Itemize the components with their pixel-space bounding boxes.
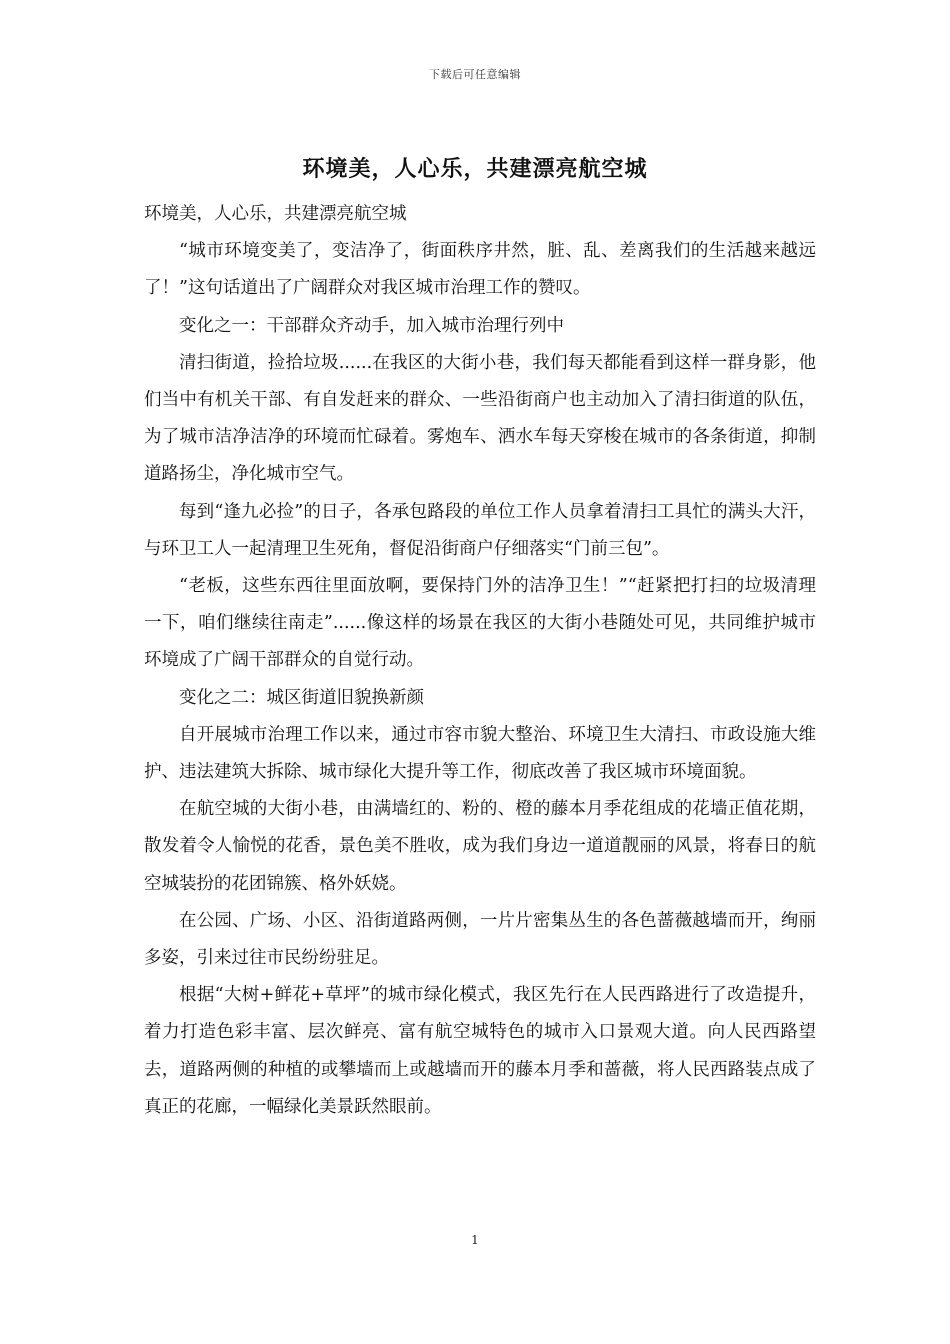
header-note: 下载后可任意编辑 [429, 68, 521, 81]
body-paragraph: 自开展城市治理工作以来，通过市容市貌大整治、环境卫生大清扫、市政设施大维护、违法建筑大拆除、城市绿化大提升等工作，彻底改善了我区城市环境面貌。 [144, 724, 816, 783]
body-paragraph: 每到“逢九必捡”的日子，各承包路段的单位工作人员拿着清扫工具忙的满头大汗，与环卫工人一起清理卫生死角，督促沿街商户仔细落实“门前三包”。 [144, 501, 816, 559]
body-paragraph: 在航空城的大街小巷，由满墙红的、粉的、橙的藤本月季花组成的花墙正值花期，散发着令人愉悦的花香，景色美不胜收，成为我们身边一道道靓丽的风景，将春日的航空城装扮的花团锦簇、格外妖娆。 [144, 799, 816, 894]
body-paragraph: 清扫街道，捡拾垃圾......在我区的大街小巷，我们每天都能看到这样一群身影，他们当中有机关干部、有自发赶来的群众、一些沿街商户也主动加入了清扫街道的队伍，为了城市洁净洁净的环境而忙碌着。雾炮车、洒水车每天穿梭在城市的各条街道，抑制道路扬尘，净化城市空气。 [144, 352, 816, 485]
body-paragraph: “老板，这些东西往里面放啊，要保持门外的洁净卫生！”“赶紧把打扫的垃圾清理一下，咱们继续往南走”......像这样的场景在我区的大街小巷随处可见，共同维护城市环境成了广阔干部群众的自觉行动。 [144, 576, 816, 671]
body-paragraph: “城市环境变美了，变洁净了，街面秩序井然，脏、乱、差离我们的生活越来越远了！”这句话道出了广阔群众对我区城市治理工作的赞叹。 [144, 241, 816, 299]
document-body [144, 196, 816, 1126]
subtitle-paragraph: 环境美，人心乐，共建漂亮航空城 [144, 204, 407, 224]
body-paragraph: 在公园、广场、小区、沿街道路两侧，一片片密集丛生的各色蔷薇越墙而开，绚丽多姿，引来过往市民纷纷驻足。 [144, 910, 816, 969]
page-number: 1 [471, 1233, 479, 1247]
document-title: 环境美，人心乐，共建漂亮航空城 [302, 156, 648, 182]
body-paragraph: 根据“大树+鲜花+草坪”的城市绿化模式，我区先行在人民西路进行了改造提升，着力打造色彩丰富、层次鲜亮、富有航空城特色的城市入口景观大道。向人民西路望去，道路两侧的种植的或攀墙而上或越墙而开的藤本月季和蔷薇，将人民西路装点成了真正的花廊，一幅绿化美景跃然眼前。 [144, 985, 816, 1117]
section-heading: 变化之一：干部群众齐动手，加入城市治理行列中 [179, 315, 564, 336]
section-heading: 变化之二：城区街道旧貌换新颜 [179, 687, 424, 708]
